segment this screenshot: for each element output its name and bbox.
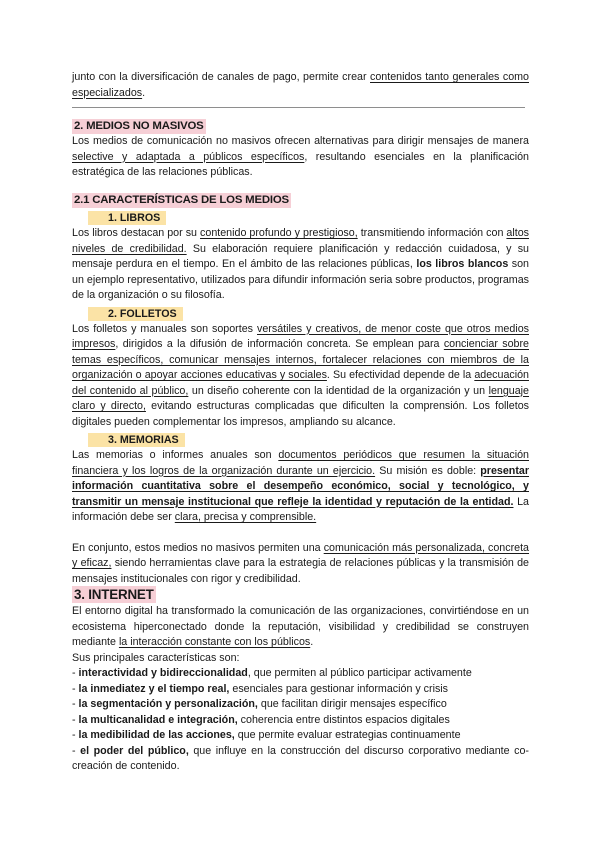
intro-paragraph — [72, 70, 529, 101]
text-run: La información debe ser — [72, 495, 529, 523]
text-run: son un ejemplo representativo, utilizados para difundir información seria sobre productos, programas de la organización o su filosofía. — [72, 258, 529, 301]
characteristics-list — [72, 651, 529, 775]
text-run: , resultando esenciales en la planificación estratégica de las relaciones públicas. — [72, 150, 529, 178]
intro-block — [72, 70, 529, 101]
underlined-run: clara, precisa y comprensible. — [174, 511, 317, 523]
horizontal-divider — [72, 107, 525, 108]
bold-run: la segmentación y personalización, — [78, 698, 258, 710]
underlined-run: adecuación del contenido al público, — [72, 369, 529, 397]
text-run: esenciales para gestionar información y crisis — [229, 682, 449, 695]
text-run: coherencia entre distintos espacios digitales — [237, 713, 450, 726]
text-run: Los medios de comunicación no masivos ofrecen alternativas para dirigir mensajes de manera — [72, 135, 529, 147]
text-run: que permite evaluar estrategias continuamente — [234, 729, 461, 741]
underlined-run: lenguaje claro y directo, — [72, 384, 529, 412]
text-run: que facilitan dirigir mensajes específico — [257, 698, 447, 710]
paragraph-conclusion — [72, 541, 529, 588]
underlined-run: concienciar sobre temas específicos, comunicar mensajes internos, fortalecer relaciones con miembros de la organización o apoyar acciones educativas y sociales — [72, 338, 529, 381]
bold-run: la inmediatez y el tiempo real, — [78, 682, 230, 695]
list-bullet: - — [72, 682, 79, 695]
list-bullet: - — [72, 698, 79, 710]
underlined-run: comunicación más personalizada, concreta y eficaz, — [72, 541, 530, 569]
underlined-run: la interacción constante con los públicos — [118, 636, 311, 648]
list-item — [72, 744, 529, 775]
text-run: Su elaboración requiere planificación y redacción cuidadosa, y su mensaje perdura en el tiempo. En el ámbito de las relaciones públicas, — [72, 242, 529, 270]
text-run: un diseño coherente con la identidad de la organización y un — [188, 384, 489, 397]
text-run: transmitiendo información con — [357, 227, 507, 239]
list-bullet: - — [72, 729, 79, 741]
underlined-run: selective y adaptada a públicos específicos — [72, 150, 305, 163]
underlined-run: documentos periódicos que resumen la situación financiera y los logros de la organización durante un ejercicio. — [72, 449, 529, 477]
intro-underlined: contenidos tanto generales como especializados — [72, 71, 529, 99]
bold-run: la medibilidad de las acciones, — [78, 729, 235, 741]
underlined-run: altos niveles de credibilidad. — [72, 227, 529, 255]
bold-run: el poder del público, — [80, 744, 189, 757]
text-run: Los folletos y manuales son soportes — [72, 322, 257, 335]
section-heading: 3. INTERNET — [74, 587, 154, 602]
text-run: El entorno digital ha transformado la comunicación de las organizaciones, convirtiéndose en un ecosistema hiperconectado donde la reputación, visibilidad y credibilidad se construyen mediante — [72, 605, 529, 648]
intro-text-end: . — [142, 86, 146, 99]
underlined-run: contenido profundo y prestigioso, — [200, 227, 358, 239]
list-bullet: - — [72, 744, 81, 757]
subheading-memorias: 3. MEMORIAS — [88, 433, 185, 447]
paragraph-libros — [72, 226, 529, 304]
list-item — [72, 728, 529, 744]
text-run: Su misión es doble: — [375, 464, 481, 477]
paragraph-internet — [72, 604, 529, 651]
text-run: , que permiten al público participar activamente — [247, 667, 472, 679]
list-item — [72, 682, 529, 698]
text-run: . — [310, 636, 314, 648]
bold-run: la multicanalidad e integración, — [78, 713, 238, 726]
section-heading: 2.1 CARACTERÍSTICAS DE LOS MEDIOS — [74, 194, 289, 206]
text-run: evitando estructuras complicadas que dificulten la comprensión. Los folletos digitales pueden complementar los impresos, ampliando su alcance. — [72, 400, 529, 428]
section-medios-no-masivos — [72, 116, 529, 181]
paragraph-folletos — [72, 322, 529, 431]
list-intro: Sus principales características son: — [72, 651, 240, 664]
list-bullet: - — [72, 667, 79, 679]
text-run: . Su efectividad depende de la — [326, 369, 475, 381]
underlined-run: versátiles y creativos, de menor coste que otros medios impresos — [72, 322, 529, 350]
list-item — [72, 697, 529, 713]
text-run: , dirigidos a la difusión de información concreta. Se emplean para — [115, 338, 444, 350]
paragraph-memorias — [72, 448, 529, 526]
text-run: Las memorias o informes anuales son — [72, 449, 279, 461]
section-caracteristicas — [72, 190, 529, 587]
text-run: En conjunto, estos medios no masivos permiten una — [72, 541, 324, 554]
section-heading: 2. MEDIOS NO MASIVOS — [74, 120, 204, 132]
bold-run: interactividad y bidireccionalidad — [78, 667, 248, 679]
bold-underlined-run: presentar información cuantitativa sobre el desempeño económico, social y tecnológico, y transmitir un mensaje institucional que refleje la identidad y reputación de la entidad. — [72, 464, 529, 508]
list-item — [72, 666, 529, 682]
list-item — [72, 713, 529, 729]
subheading-folletos: 2. FOLLETOS — [88, 307, 183, 321]
bold-run: los libros blancos — [416, 258, 509, 270]
section-paragraph — [72, 134, 529, 181]
intro-text: junto con la diversificación de canales de pago, permite crear — [72, 71, 371, 83]
list-bullet: - — [72, 713, 79, 726]
text-run: que influye en la construcción del discurso corporativo mediante co-creación de contenido. — [72, 744, 529, 772]
section-internet — [72, 586, 529, 775]
text-run: Los libros destacan por su — [72, 227, 201, 239]
text-run: siendo herramientas clave para la estrategia de relaciones públicas y la transmisión de mensajes institucionales con rigor y credibilidad. — [72, 557, 529, 585]
subheading-libros: 1. LIBROS — [88, 211, 166, 225]
